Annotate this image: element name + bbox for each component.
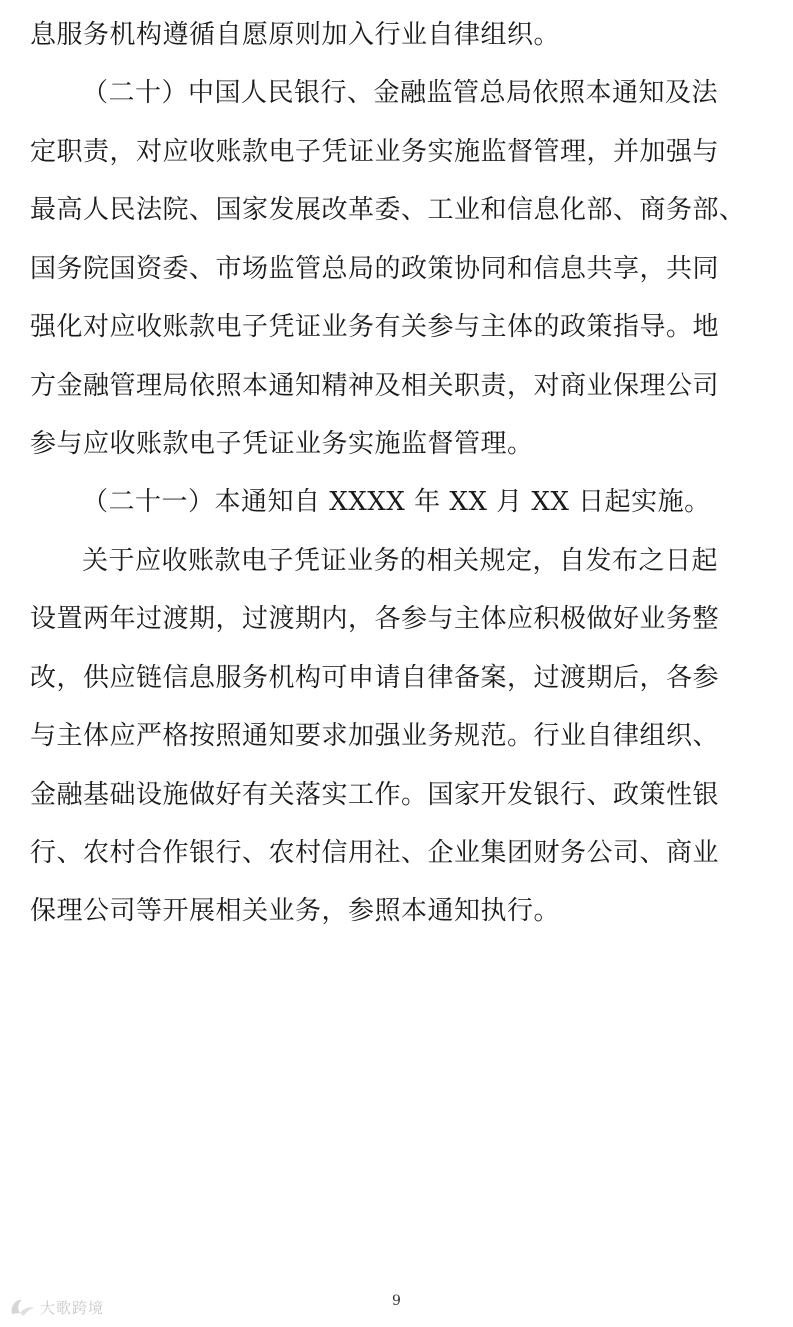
page-number: 9 <box>392 1293 401 1309</box>
transition-paragraph-line-6: 行、农村合作银行、农村信用社、企业集团财务公司、商业 <box>30 838 720 868</box>
transition-paragraph-line-4: 与主体应严格按照通知要求加强业务规范。行业自律组织、 <box>30 721 720 751</box>
paragraph-20-line-6: 方金融管理局依照本通知精神及相关职责，对商业保理公司 <box>30 371 720 401</box>
paragraph-20-line-2: 定职责，对应收账款电子凭证业务实施监督管理，并加强与 <box>30 137 720 167</box>
paragraph-20-line-7: 参与应收账款电子凭证业务实施监督管理。 <box>30 429 534 459</box>
paragraph-20-line-1: （二十）中国人民银行、金融监管总局依照本通知及法 <box>82 78 719 108</box>
transition-paragraph-line-7: 保理公司等开展相关业务，参照本通知执行。 <box>30 896 561 926</box>
watermark-text: 大歌跨境 <box>40 1298 105 1317</box>
paragraph-20-line-5: 强化对应收账款电子凭证业务有关参与主体的政策指导。地 <box>30 312 720 342</box>
paragraph-20-line-4: 国务院国资委、市场监管总局的政策协同和信息共享，共同 <box>30 254 720 284</box>
transition-paragraph-line-3: 改，供应链信息服务机构可申请自律备案，过渡期后，各参 <box>30 663 720 693</box>
transition-paragraph-line-1: 关于应收账款电子凭证业务的相关规定，自发布之日起 <box>82 546 719 576</box>
transition-paragraph-line-2: 设置两年过渡期，过渡期内，各参与主体应积极做好业务整 <box>30 604 720 634</box>
text-line-1: 息服务机构遵循自愿原则加入行业自律组织。 <box>30 20 561 50</box>
paragraph-21-line-1: （二十一）本通知自 XXXX 年 XX 月 XX 日起实施。 <box>82 487 711 517</box>
brand-logo-icon <box>8 1296 36 1318</box>
transition-paragraph-line-5: 金融基础设施做好有关落实工作。国家开发银行、政策性银 <box>30 780 720 810</box>
paragraph-20-line-3: 最高人民法院、国家发展改革委、工业和信息化部、商务部、 <box>30 195 746 225</box>
watermark <box>8 1296 104 1318</box>
